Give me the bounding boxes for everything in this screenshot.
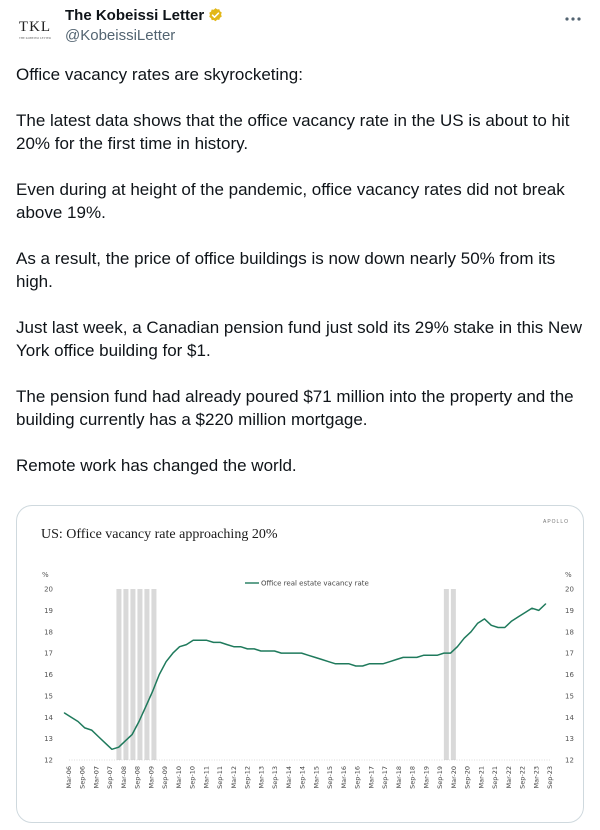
x-tick-label: Mar-08 [119, 766, 128, 789]
recession-shade-bar [116, 589, 121, 760]
chart-image-card[interactable] [16, 505, 584, 823]
x-tick-label: Sep-08 [133, 766, 142, 789]
x-tick-label: Sep-06 [78, 766, 87, 789]
x-tick-label: Sep-09 [161, 766, 170, 789]
y-tick-label-left: 15 [44, 692, 53, 701]
x-tick-label: Sep-14 [298, 766, 307, 789]
x-tick-label: Sep-18 [408, 766, 417, 789]
y-tick-label-left: 12 [44, 756, 53, 765]
avatar-logo-subtext: THE KOBEISSI LETTER [19, 36, 51, 40]
y-tick-label-right: 13 [565, 735, 574, 744]
x-tick-label: Sep-13 [271, 766, 280, 789]
tweet-paragraph: The pension fund had already poured $71 million into the property and the building currently has a $220 million mortgage. [16, 387, 574, 429]
verified-badge-icon [207, 7, 224, 24]
x-tick-label: Sep-12 [243, 766, 252, 789]
x-tick-label: Mar-12 [229, 766, 238, 789]
y-tick-label-left: 19 [44, 606, 53, 615]
x-tick-label: Mar-07 [92, 766, 101, 789]
y-tick-label-left: 14 [44, 713, 53, 722]
x-tick-label: Mar-15 [312, 766, 321, 789]
tweet-paragraph: As a result, the price of office buildings is now down nearly 50% from its high. [16, 249, 556, 291]
tweet-paragraph: Just last week, a Canadian pension fund just sold its 29% stake in this New York office building for $1. [16, 318, 583, 360]
y-tick-label-left: 20 [44, 585, 53, 594]
x-tick-label: Sep-11 [216, 766, 225, 789]
author-name-row [65, 7, 224, 24]
x-tick-label: Mar-20 [449, 766, 458, 789]
series-line [65, 604, 546, 749]
y-tick-label-right: 16 [565, 671, 574, 679]
x-tick-label: Mar-10 [174, 766, 183, 789]
display-name[interactable]: The Kobeissi Letter [65, 7, 205, 24]
x-tick-label: Sep-20 [463, 766, 472, 789]
x-tick-label: Sep-15 [326, 766, 335, 789]
chart-title: US: Office vacancy rate approaching 20% [41, 527, 278, 542]
x-tick-label: Sep-23 [546, 766, 554, 789]
x-tick-label: Mar-11 [202, 766, 211, 789]
x-tick-label: Sep-21 [491, 766, 500, 789]
x-tick-label: Mar-14 [284, 766, 293, 789]
tweet-text [16, 63, 586, 477]
tweet-paragraph: Even during at height of the pandemic, office vacancy rates did not break above 19%. [16, 180, 565, 222]
x-tick-label: Sep-22 [518, 766, 527, 789]
recession-shade-bar [444, 589, 449, 760]
recession-shade-bar [137, 589, 142, 760]
vacancy-rate-chart [17, 506, 584, 823]
x-tick-label: Mar-16 [339, 766, 348, 789]
y-axis-unit-left: % [42, 571, 49, 579]
x-tick-label: Mar-09 [147, 766, 156, 789]
y-tick-label-right: 20 [565, 585, 574, 594]
y-tick-label-left: 17 [44, 649, 53, 658]
avatar-logo-text: TKL [18, 19, 52, 35]
x-tick-label: Mar-06 [65, 766, 73, 789]
x-tick-label: Mar-18 [394, 766, 403, 789]
y-tick-label-left: 18 [44, 628, 53, 637]
x-tick-label: Mar-17 [367, 766, 376, 789]
tweet-paragraph: Remote work has changed the world. [16, 456, 297, 475]
x-tick-label: Sep-19 [436, 766, 445, 789]
more-options-icon[interactable] [564, 10, 582, 28]
y-tick-label-right: 15 [565, 692, 574, 701]
y-tick-label-left: 13 [44, 735, 53, 744]
recession-shade-bar [144, 589, 149, 760]
x-tick-label: Mar-13 [257, 766, 266, 789]
recession-shade-bar [123, 589, 128, 760]
x-tick-label: Mar-23 [532, 766, 541, 789]
x-tick-label: Sep-10 [188, 766, 197, 789]
tweet-paragraph: The latest data shows that the office vacancy rate in the US is about to hit 20% for the first time in history. [16, 111, 570, 153]
y-tick-label-left: 16 [44, 671, 53, 679]
recession-shade-bar [451, 589, 456, 760]
y-axis-unit-right: % [565, 571, 572, 579]
chart-brand: APOLLO [542, 519, 569, 525]
x-tick-label: Sep-17 [381, 766, 390, 789]
y-tick-label-right: 19 [565, 606, 574, 615]
x-tick-label: Mar-21 [477, 766, 486, 789]
y-tick-label-right: 12 [565, 756, 574, 765]
y-tick-label-right: 18 [565, 628, 574, 637]
author-handle[interactable]: @KobeissiLetter [65, 27, 176, 44]
y-tick-label-right: 14 [565, 713, 574, 722]
recession-shade-bar [151, 589, 156, 760]
x-tick-label: Mar-19 [422, 766, 431, 789]
x-tick-label: Sep-16 [353, 766, 362, 789]
x-tick-label: Sep-07 [106, 766, 115, 789]
y-tick-label-right: 17 [565, 649, 574, 658]
tweet-paragraph: Office vacancy rates are skyrocketing: [16, 65, 303, 84]
avatar[interactable] [15, 10, 55, 50]
legend-label: Office real estate vacancy rate [261, 579, 369, 588]
x-tick-label: Mar-22 [504, 766, 513, 789]
